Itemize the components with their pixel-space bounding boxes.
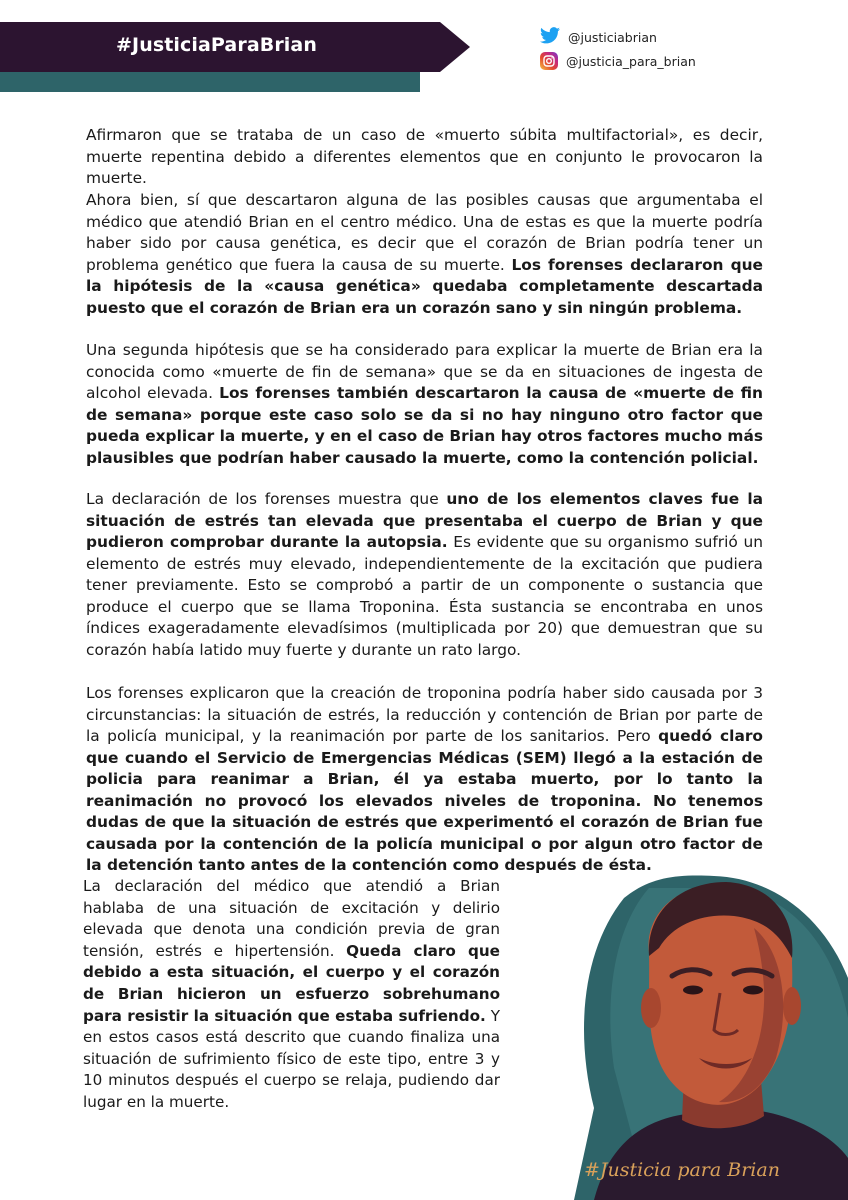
- brian-portrait-illustration: [554, 858, 848, 1200]
- paragraph-causa-genetica: [86, 190, 763, 319]
- portrait-signature: #Justicia para Brian: [584, 1159, 780, 1181]
- text-segment: Una segunda hipótesis que se ha considerado para explicar la muerte de Brian era la conocida como «muerte de fin de semana» que se da en situaciones de ingesta de alcohol elevada.: [86, 341, 763, 402]
- text-segment: Ahora bien, sí que descartaron alguna de las posibles causas que argumentaba el médico que atendió Brian en el centro médico. Una de estas es que la muerte podría haber sido por causa genética, es decir que el corazón de Brian podría tener un problema genético que fuera la causa de su muerte.: [86, 191, 763, 274]
- bold-segment: quedó claro que cuando el Servicio de Emergencias Médicas (SEM) llegó a la estación de policia para reanimar a Brian, él ya estaba muerto, por lo tanto la reanimación no provocó los elevados niveles de troponina. No tenemos dudas de que la situación de estrés que experimentó el corazón de Brian fue causada por la contención de la policía municipal o por algun otro factor de la detención tanto antes de la contención como después de ésta.: [86, 727, 764, 874]
- bold-segment: Los forenses también descartaron la causa de «muerte de fin de semana» porque este caso solo se da si no hay ninguno otro factor que pueda explicar la muerte, y en el caso de Brian hay otros factores mucho más plausibles que podrían haber causado la muerte, como la contención policial.: [86, 384, 763, 467]
- portrait-eye-left: [683, 986, 703, 995]
- portrait-ear-right: [783, 987, 801, 1025]
- portrait-ear-left: [641, 988, 661, 1028]
- twitter-handle: @justiciabrian: [568, 30, 657, 45]
- twitter-link[interactable]: [540, 27, 657, 48]
- paragraph-fin-de-semana: [86, 340, 763, 469]
- twitter-icon: [540, 27, 560, 48]
- instagram-icon: [540, 52, 558, 70]
- text-segment: Afirmaron que se trataba de un caso de «muerto súbita multifactorial», es decir, muerte repentina debido a diferentes elementos que en conjunto le provocaron la muerte.: [86, 126, 763, 187]
- bold-segment: uno de los elementos claves fue la situación de estrés tan elevada que presentaba el cuerpo de Brian y que pudieron comprobar durante la autopsia.: [86, 490, 763, 551]
- paragraph-reanimacion-sem: [86, 683, 763, 877]
- hashtag-title: #JusticiaParaBrian: [116, 34, 317, 56]
- instagram-link[interactable]: [540, 52, 696, 70]
- bold-segment: Queda claro que debido a esta situación, el cuerpo y el corazón de Brian hicieron un esfuerzo sobrehumano para resistir la situación que estaba sufriendo.: [83, 941, 500, 1025]
- paragraph-declaracion-medico: [83, 876, 500, 1114]
- text-segment: Los forenses explicaron que la creación de troponina podría haber sido causada por 3 circunstancias: la situación de estrés, la reducción y contención de Brian por parte de la policía municipal, y la reanimación por parte de los sanitarios. Pero: [86, 684, 763, 745]
- text-segment: La declaración del médico que atendió a Brian hablaba de una situación de excitación y delirio elevada que denota una condición previa de gran tensión, estrés e hipertensión.: [83, 877, 500, 960]
- paragraph-estres-troponina: [86, 489, 763, 661]
- portrait-eye-right: [743, 986, 763, 995]
- instagram-handle: @justicia_para_brian: [566, 53, 696, 69]
- text-segment: Y en estos casos está descrito que cuando finaliza una situación de sufrimiento físico de este tipo, entre 3 y 10 minutos después el cuerpo se relaja, pudiendo dar lugar en la muerte.: [83, 1006, 501, 1111]
- header-accent-stripe: [0, 70, 420, 92]
- paragraph-muerte-subita: [86, 125, 763, 190]
- text-segment: La declaración de los forenses muestra que: [86, 490, 447, 508]
- bold-segment: Los forenses declararon que la hipótesis de la «causa genética» quedaba completamente descartada puesto que el corazón de Brian era un corazón sano y sin ningún problema.: [86, 255, 763, 317]
- text-segment: Es evidente que su organismo sufrió un elemento de estrés muy elevado, independientemente de la excitación que pudiera tener previamente. Esto se comprobó a partir de un componente o sustancia que produce el cuerpo que se llama Troponina. Ésta sustancia se encontraba en unos índices exageradamente elevadísimos (multiplicada por 20) que demuestran que su corazón había latido muy fuerte y durante un rato largo.: [86, 533, 763, 659]
